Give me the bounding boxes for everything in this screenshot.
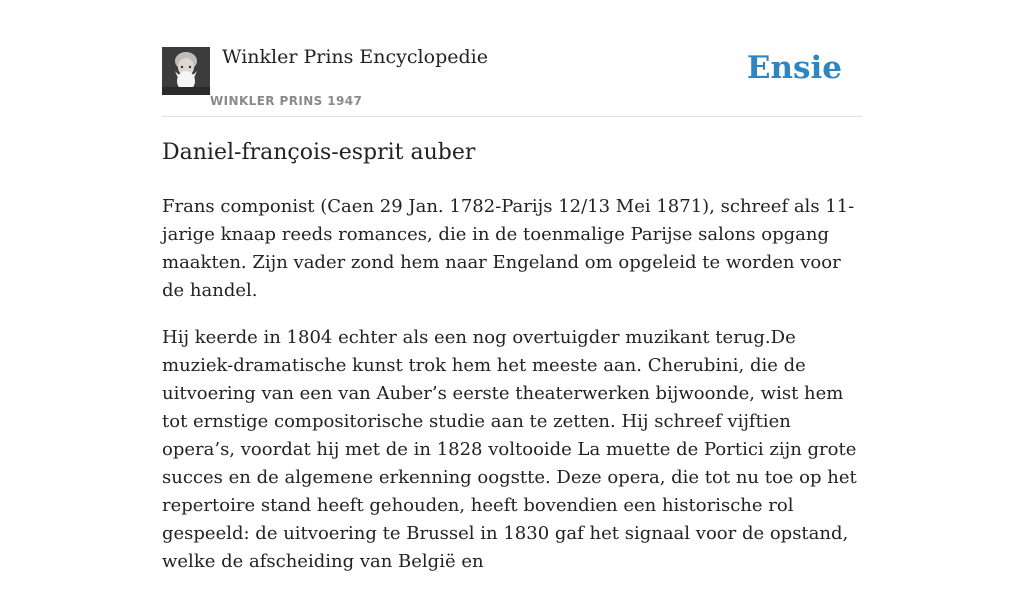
avatar[interactable] (162, 47, 210, 95)
article-title: Daniel-françois-esprit auber (162, 140, 476, 165)
source-subtitle[interactable]: WINKLER PRINS 1947 (210, 94, 363, 108)
ensie-logo[interactable]: Ensie (746, 50, 842, 86)
portrait-avatar-icon (162, 47, 210, 95)
source-title[interactable]: Winkler Prins Encyclopedie (222, 46, 488, 68)
source-header (162, 46, 862, 117)
article-body (162, 193, 862, 595)
article-paragraph: Frans componist (Caen 29 Jan. 1782-Parijs 12/13 Mei 1871), schreef als 11-jarige knaap reeds romances, die in de toenmalige Parijse salons opgang maakten. Zijn vader zond hem naar Engeland om opgeleid te worden voor de handel. (162, 196, 855, 301)
article-paragraph: Hij keerde in 1804 echter als een nog overtuigder muzikant terug.De muziek-dramatische kunst trok hem het meeste aan. Cherubini, die de uitvoering van een van Auber’s eerste theaterwerken bijwoonde, wist hem tot ernstige compositorische studie aan te zetten. Hij schreef vijftien opera’s, voordat hij met de in 1828 voltooide La muette de Portici zijn grote succes en de algemene erkenning oogstte. Deze opera, die tot nu toe op het repertoire stand heeft gehouden, heeft bovendien een historische rol gespeeld: de uitvoering te Brussel in 1830 gaf het signaal voor de opstand, welke de afscheiding van België en (162, 327, 857, 572)
